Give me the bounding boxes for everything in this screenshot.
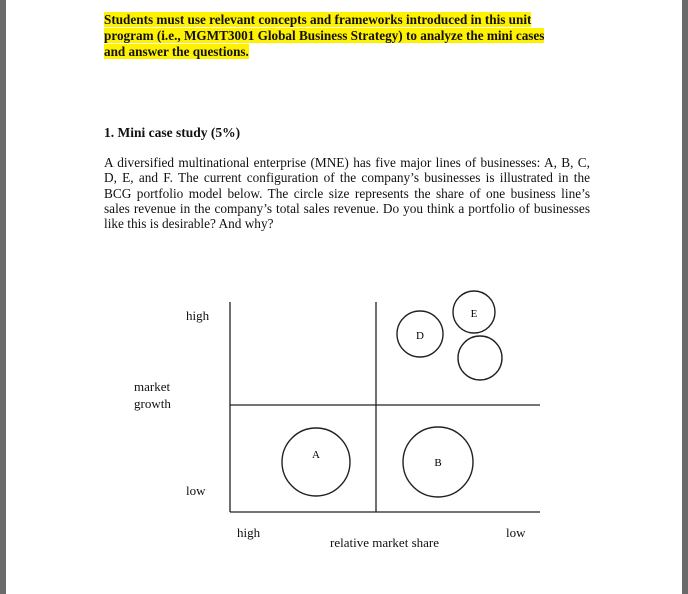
instructions-line-1: Students must use relevant concepts and frameworks introduced in this unit	[104, 12, 532, 27]
y-axis-label-line-2: growth	[134, 396, 171, 411]
bubble-a	[282, 428, 350, 496]
bubble-b-label: B	[434, 457, 442, 469]
bubble-e	[453, 291, 495, 333]
instructions-line-3: and answer the questions.	[104, 44, 249, 59]
bubble-unlabeled	[458, 336, 502, 380]
x-axis-high-label: high	[237, 525, 261, 540]
bubble-d-label: D	[416, 330, 424, 342]
y-axis-high-label: high	[186, 308, 210, 323]
x-axis-low-label: low	[506, 525, 526, 540]
case-paragraph: A diversified multinational enterprise (MNE) has five major lines of businesses: A, B, C, D, E, and F. The current configuration of the company’s businesses is illustrated in the BCG portfolio model below. The circle size represents the share of one business line’s sales revenue in the company’s total sales revenue. Do you think a portfolio of businesses like this is desirable? And why?	[104, 155, 590, 232]
document-page	[6, 0, 682, 594]
bubble-a-label: A	[312, 449, 320, 461]
x-axis-label: relative market share	[330, 535, 439, 550]
bcg-matrix	[6, 0, 682, 594]
bubble-e-label: E	[470, 308, 478, 320]
bubble-d	[397, 311, 443, 357]
bubble-b	[403, 427, 473, 497]
y-axis-label-line-1: market	[134, 379, 171, 394]
section-title: 1. Mini case study (5%)	[104, 125, 241, 140]
instructions-line-2: program (i.e., MGMT3001 Global Business Strategy) to analyze the mini cases	[104, 28, 545, 43]
y-axis-low-label: low	[186, 483, 206, 498]
